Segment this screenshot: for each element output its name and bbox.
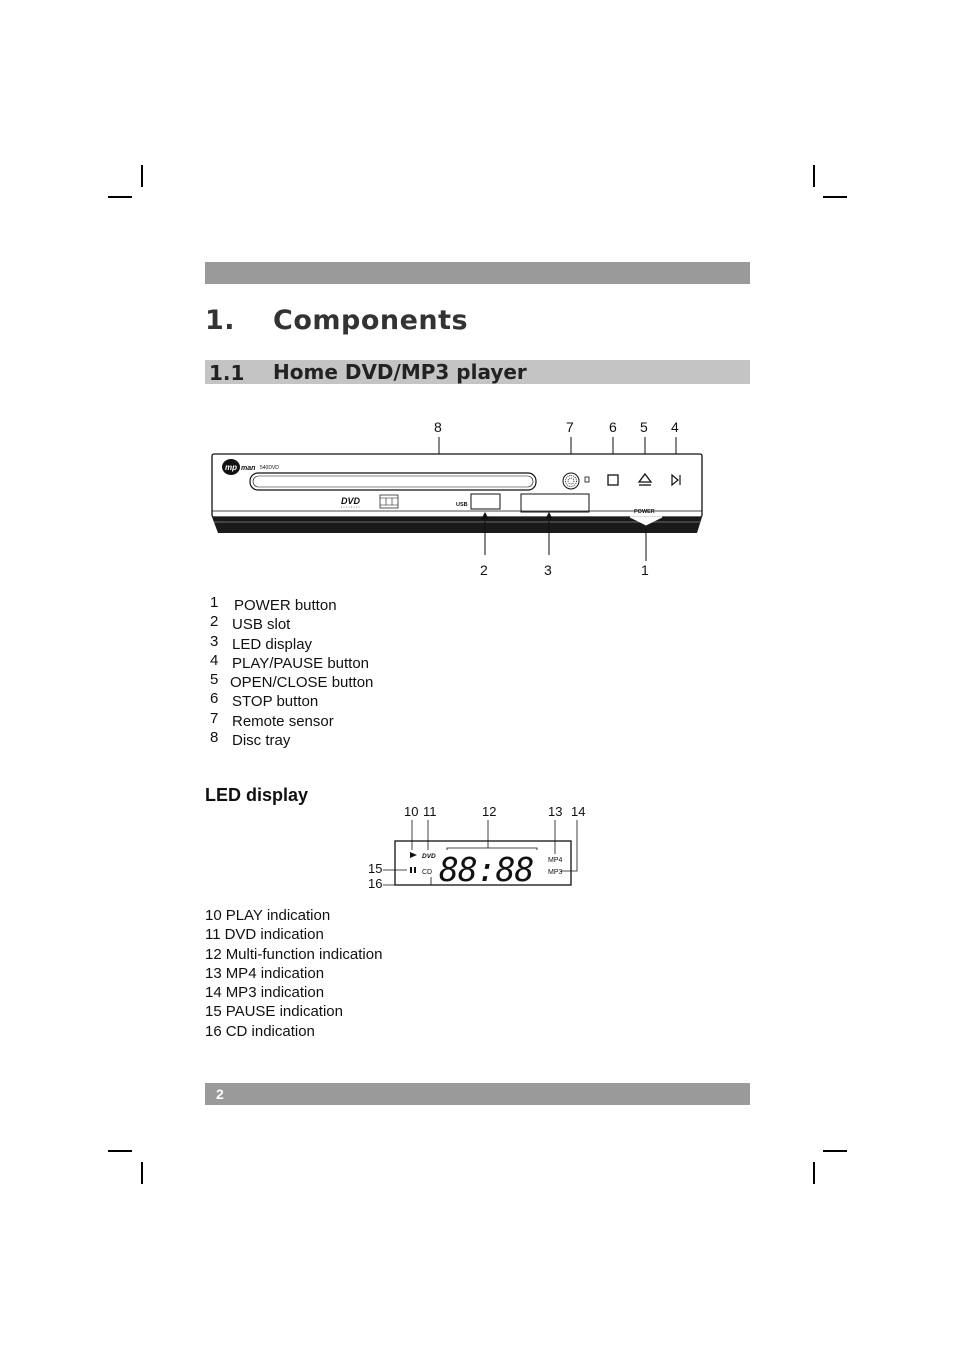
crop-mark	[823, 196, 847, 198]
led-display-title: LED display	[205, 785, 309, 805]
callout-13: 13	[548, 804, 563, 819]
brand-man: man	[241, 465, 256, 472]
list-item: 12 Multi-function indication	[205, 945, 383, 963]
multi-function-digits: 88:88	[439, 850, 534, 889]
usb-label: USB	[456, 502, 468, 508]
brand-mp: mp	[225, 463, 237, 472]
callout-3: 3	[544, 562, 552, 578]
section-number: 1.1	[209, 361, 245, 385]
list-item: 13 MP4 indication	[205, 964, 325, 982]
cd-indicator: CD	[422, 869, 433, 876]
callout-5: 5	[640, 419, 648, 435]
crop-mark	[813, 1162, 815, 1184]
led-display-diagram	[365, 800, 595, 895]
chapter-title: Components	[273, 305, 469, 336]
mp4-indicator: MP4	[548, 857, 563, 864]
dvd-logo: DVD	[341, 496, 361, 506]
page-number: 2	[216, 1086, 224, 1102]
callout-7: 7	[566, 419, 574, 435]
list-item: 11 DVD indication	[205, 926, 324, 944]
crop-mark	[108, 196, 132, 198]
list-item: 14 MP3 indication	[205, 984, 325, 1002]
callout-16: 16	[368, 876, 383, 891]
list-item: 15 PAUSE indication	[205, 1003, 343, 1021]
section-heading	[205, 360, 750, 384]
crop-mark	[108, 1150, 132, 1152]
mp3-indicator: MP3	[548, 869, 563, 876]
indications-list	[205, 906, 382, 1041]
crop-mark	[813, 165, 815, 187]
dvd-indicator: DVD	[422, 853, 436, 860]
crop-mark	[141, 165, 143, 187]
callout-2: 2	[480, 562, 488, 578]
chapter-number: 1.	[205, 305, 236, 336]
callout-11: 11	[423, 804, 437, 819]
player-base	[212, 517, 702, 533]
callout-6: 6	[609, 419, 617, 435]
list-item: 10 PLAY indication	[205, 907, 331, 924]
model-label: 540DVD	[260, 465, 279, 471]
section-title: Home DVD/MP3 player	[273, 360, 527, 384]
crop-mark	[141, 1162, 143, 1184]
header-bar	[205, 262, 750, 284]
callout-4: 4	[671, 419, 679, 435]
callout-8: 8	[434, 419, 442, 435]
callout-14: 14	[571, 804, 586, 819]
callout-15: 15	[368, 861, 383, 876]
callout-1: 1	[641, 562, 649, 578]
callout-10: 10	[404, 804, 419, 819]
power-label: POWER	[634, 509, 655, 515]
callout-12: 12	[482, 804, 497, 819]
crop-mark	[823, 1150, 847, 1152]
dvd-player-diagram	[200, 415, 720, 585]
list-item: 16 CD indication	[205, 1022, 315, 1040]
chapter-heading	[205, 305, 750, 345]
footer-bar	[205, 1083, 750, 1105]
